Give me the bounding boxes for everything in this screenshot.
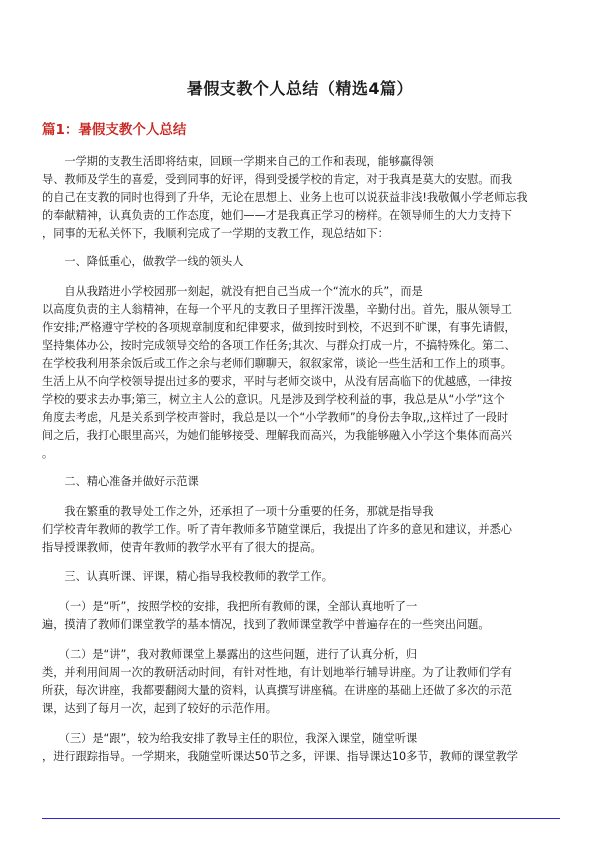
body-line: 的自己在支教的同时也得到了升华，无论在思想上、业务上也可以说获益非浅!我敬佩小学老师忘我 [42,191,528,204]
body-line: 遍，摸清了教师们课堂教学的基本情况，找到了教师课堂教学中普遍存在的一些突出问题。 [42,618,490,631]
body-line: 坚持集体办公，按时完成领导交给的各项工作任务;其次、与群众打成一片，不搞特殊化。第二、 [42,339,516,352]
body-line: 作安排;严格遵守学校的各项规章制度和纪律要求，做到按时到校，不迟到不旷课，有事先请假， [42,321,516,334]
footer-divider [42,818,560,819]
body-line: 课，达到了每月一次，起到了较好的示范作用。 [42,702,277,715]
body-line: 指导授课教师，使青年教师的教学水平有了很大的提高。 [42,541,322,554]
body-line: 一学期的支教生活即将结束，回顾一学期来自己的工作和表现，能够赢得领 [42,155,434,168]
body-line: ，同事的无私关怀下，我顺利完成了一学期的支教工作，现总结如下： [42,227,389,240]
body-line: 导、教师及学生的喜爱，受到同事的好评，得到受援学校的肯定，对于我真是莫大的安慰。而我 [42,173,512,186]
body-line: 生活上从不向学校领导提出过多的要求，平时与老师交谈中，从没有居高临下的优越感，一律按 [42,375,512,388]
body-line: （二）是“讲”，我对教师课堂上暴露出的这些问题，进行了认真分析，归 [42,648,418,661]
body-line: 三、认真听课、评课，精心指导我校教师的教学工作。 [42,570,333,583]
body-line: 以高度负责的主人翁精神，在每一个平凡的支教日子里挥汗泼墨，辛勤付出。首先，服从领导工 [42,303,512,316]
body-line: 们学校青年教师的教学工作。听了青年教师多节随堂课后，我提出了许多的意见和建议，并悉心 [42,523,512,536]
body-line: 所获，每次讲座，我都要翻阅大量的资料，认真撰写讲座稿。在讲座的基础上还做了多次的示范 [42,684,512,697]
body-line: 。 [42,447,54,460]
body-line: （三）是“跟”，较为给我安排了教导主任的职位，我深入课堂，随堂听课 [42,732,418,745]
body-line: 一、降低重心，做教学一线的领头人 [42,255,244,268]
body-line: 二、精心准备并做好示范课 [42,475,199,488]
document-title: 暑假支教个人总结（精选4篇） [186,79,414,98]
body-line: 的奉献精神，认真负责的工作态度，她们——才是我真正学习的榜样。在领导师生的大力支持下 [42,209,512,222]
body-line: （一）是“听”，按照学校的安排，我把所有教师的课，全部认真地听了一 [42,600,418,613]
body-line: 自从我踏进小学校园那一刻起，就没有把自己当成一个“流水的兵”，而是 [42,285,423,298]
body-line: 学校的要求去办事;第三，树立主人公的意识。凡是涉及到学校利益的事，我总是从“小学”这个 [42,393,505,406]
section-heading: 篇1：暑假支教个人总结 [42,122,187,138]
body-line: 类，并利用间周一次的教研活动时间，有针对性地，有计划地举行辅导讲座。为了让教师们学有 [42,666,512,679]
body-line: 在学校我利用茶余饭后或工作之余与老师们聊聊天，叙叙家常，谈论一些生活和工作上的琐事。 [42,357,512,370]
body-line: 角度去考虑，凡是关系到学校声誉时，我总是以一个“小学教师”的身份去争取,,这样过了一段时 [42,411,509,424]
body-line: ，进行跟踪指导。一学期来，我随堂听课达50节之多，评课、指导课达10多节，教师的课堂教学 [42,750,518,763]
body-line: 我在繁重的教导处工作之外，还承担了一项十分重要的任务，那就是指导我 [42,505,434,518]
body-line: 间之后，我打心眼里高兴，为她们能够接受、理解我而高兴，为我能够融入小学这个集体而高兴 [42,429,512,442]
